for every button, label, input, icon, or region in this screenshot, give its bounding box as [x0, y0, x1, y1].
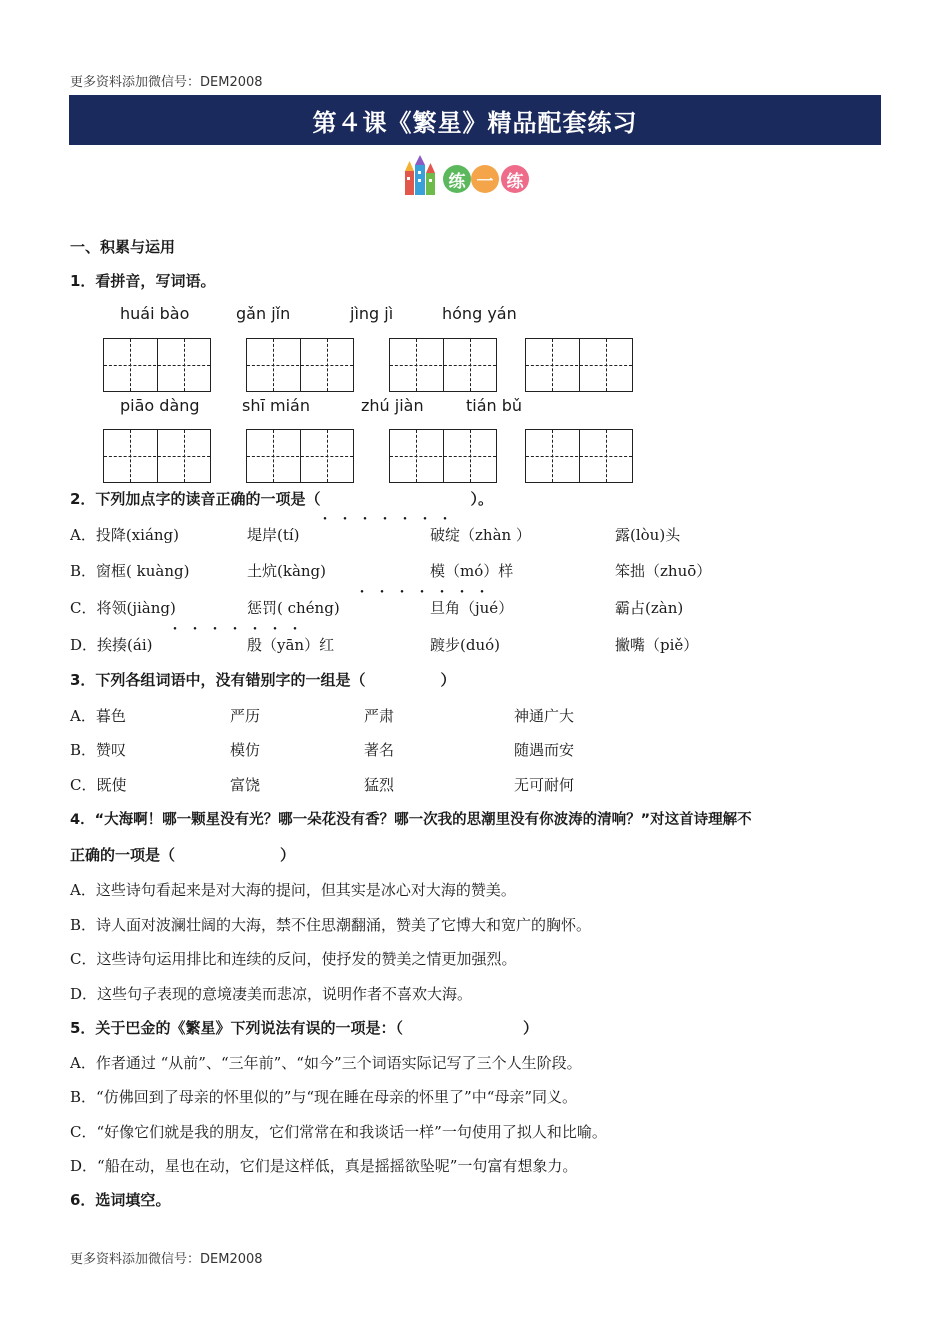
pinyin-label: zhú jiàn: [361, 396, 424, 415]
option-text: 富饶: [230, 776, 261, 794]
writing-grid[interactable]: [103, 338, 211, 392]
pinyin-label: shī mián: [242, 396, 310, 415]
option-text: D．“船在动，星也在动，它们是这样低，真是摇摇欲坠呢”一句富有想象力。: [70, 1157, 578, 1175]
badge-char-1: 练: [443, 165, 471, 193]
question-3-stem: 3．下列各组词语中，没有错别字的一组是（ ）: [70, 671, 456, 689]
option-text: 殷（yān）红: [247, 636, 335, 654]
writing-grid[interactable]: [103, 429, 211, 483]
option-text: A．暮色: [70, 707, 126, 725]
option-text: 土炕(kàng): [247, 562, 326, 580]
option-text: C．将领(jiàng): [70, 599, 176, 617]
option-text: 随遇而安: [514, 741, 575, 759]
option-text: D．挨揍(ái): [70, 636, 153, 654]
option-text: A．这些诗句看起来是对大海的提问，但其实是冰心对大海的赞美。: [70, 881, 516, 899]
option-text: C．“好像它们就是我的朋友，它们常常在和我谈话一样”一句使用了拟人和比喻。: [70, 1123, 607, 1141]
pinyin-label: gǎn jǐn: [236, 304, 291, 323]
badge-char-2: 一: [471, 165, 499, 193]
option-text: 露(lòu)头: [615, 526, 681, 544]
option-text: B．“仿佛回到了母亲的怀里似的”与“现在睡在母亲的怀里了”中“母亲”同义。: [70, 1088, 578, 1106]
badge-char-3: 练: [501, 165, 529, 193]
writing-grid[interactable]: [525, 338, 633, 392]
writing-grid[interactable]: [389, 429, 497, 483]
header-note: 更多资料添加微信号：DEM2008: [70, 75, 263, 90]
page-title: 第４课《繁星》精品配套练习: [312, 108, 638, 137]
option-text: 严肃: [364, 707, 395, 725]
writing-grid[interactable]: [246, 429, 354, 483]
emphasis-dots: ・・・・・・・: [318, 512, 458, 528]
option-text: 模仿: [230, 741, 261, 759]
option-text: 笨拙（zhuō）: [615, 562, 712, 580]
option-text: 无可耐何: [514, 776, 575, 794]
pinyin-label: huái bào: [120, 304, 190, 323]
option-text: 猛烈: [364, 776, 395, 794]
option-text: 撇嘴（piě）: [615, 636, 699, 654]
option-text: 模（mó）样: [430, 562, 514, 580]
option-text: A．作者通过 “从前”、“三年前”、“如今”三个词语实际记写了三个人生阶段。: [70, 1054, 582, 1072]
pinyin-label: hóng yán: [442, 304, 517, 323]
option-text: C．这些诗句运用排比和连续的反问，使抒发的赞美之情更加强烈。: [70, 950, 517, 968]
option-text: 旦角（jué）: [430, 599, 514, 617]
option-text: 破绽（zhàn ）: [430, 526, 531, 544]
option-text: 惩罚( chéng): [247, 599, 340, 617]
buildings-icon: [403, 155, 443, 197]
practice-logo: [403, 155, 533, 197]
pinyin-label: piāo dàng: [120, 396, 200, 415]
option-text: B．窗框( kuàng): [70, 562, 190, 580]
question-2-stem: 2．下列加点字的读音正确的一项是（ ）。: [70, 490, 493, 508]
writing-grid[interactable]: [246, 338, 354, 392]
question-1-stem: 1．看拼音，写词语。: [70, 272, 216, 290]
writing-grid[interactable]: [525, 429, 633, 483]
option-text: 严历: [230, 707, 261, 725]
section-heading: 一、积累与运用: [70, 238, 176, 256]
option-text: A．投降(xiáng): [70, 526, 179, 544]
option-text: 堤岸(tí): [247, 526, 300, 544]
option-text: B．赞叹: [70, 741, 127, 759]
option-text: B．诗人面对波澜壮阔的大海，禁不住思潮翻涌，赞美了它博大和宽广的胸怀。: [70, 916, 592, 934]
option-text: 霸占(zàn): [615, 599, 684, 617]
option-text: 神通广大: [514, 707, 575, 725]
question-6-stem: 6．选词填空。: [70, 1191, 171, 1209]
question-4-stem: 4．“大海啊！哪一颗星没有光？哪一朵花没有香？哪一次我的思潮里没有你波涛的清响？”对这首诗理解不: [70, 812, 752, 828]
option-text: 踱步(duó): [430, 636, 500, 654]
option-text: C．既使: [70, 776, 127, 794]
question-5-stem: 5．关于巴金的《繁星》下列说法有误的一项是：（ ）: [70, 1019, 538, 1037]
option-text: 著名: [364, 741, 395, 759]
emphasis-dots: ・・・・・・・: [168, 622, 308, 638]
question-4-stem-cont: 正确的一项是（ ）: [70, 846, 296, 864]
writing-grid[interactable]: [389, 338, 497, 392]
option-text: D．这些句子表现的意境凄美而悲凉，说明作者不喜欢大海。: [70, 985, 473, 1003]
title-banner: [69, 95, 881, 145]
pinyin-label: tián bǔ: [466, 396, 523, 415]
footer-note: 更多资料添加微信号：DEM2008: [70, 1252, 263, 1267]
emphasis-dots: ・・・・・・・: [355, 585, 495, 601]
pinyin-label: jìng jì: [350, 304, 394, 323]
